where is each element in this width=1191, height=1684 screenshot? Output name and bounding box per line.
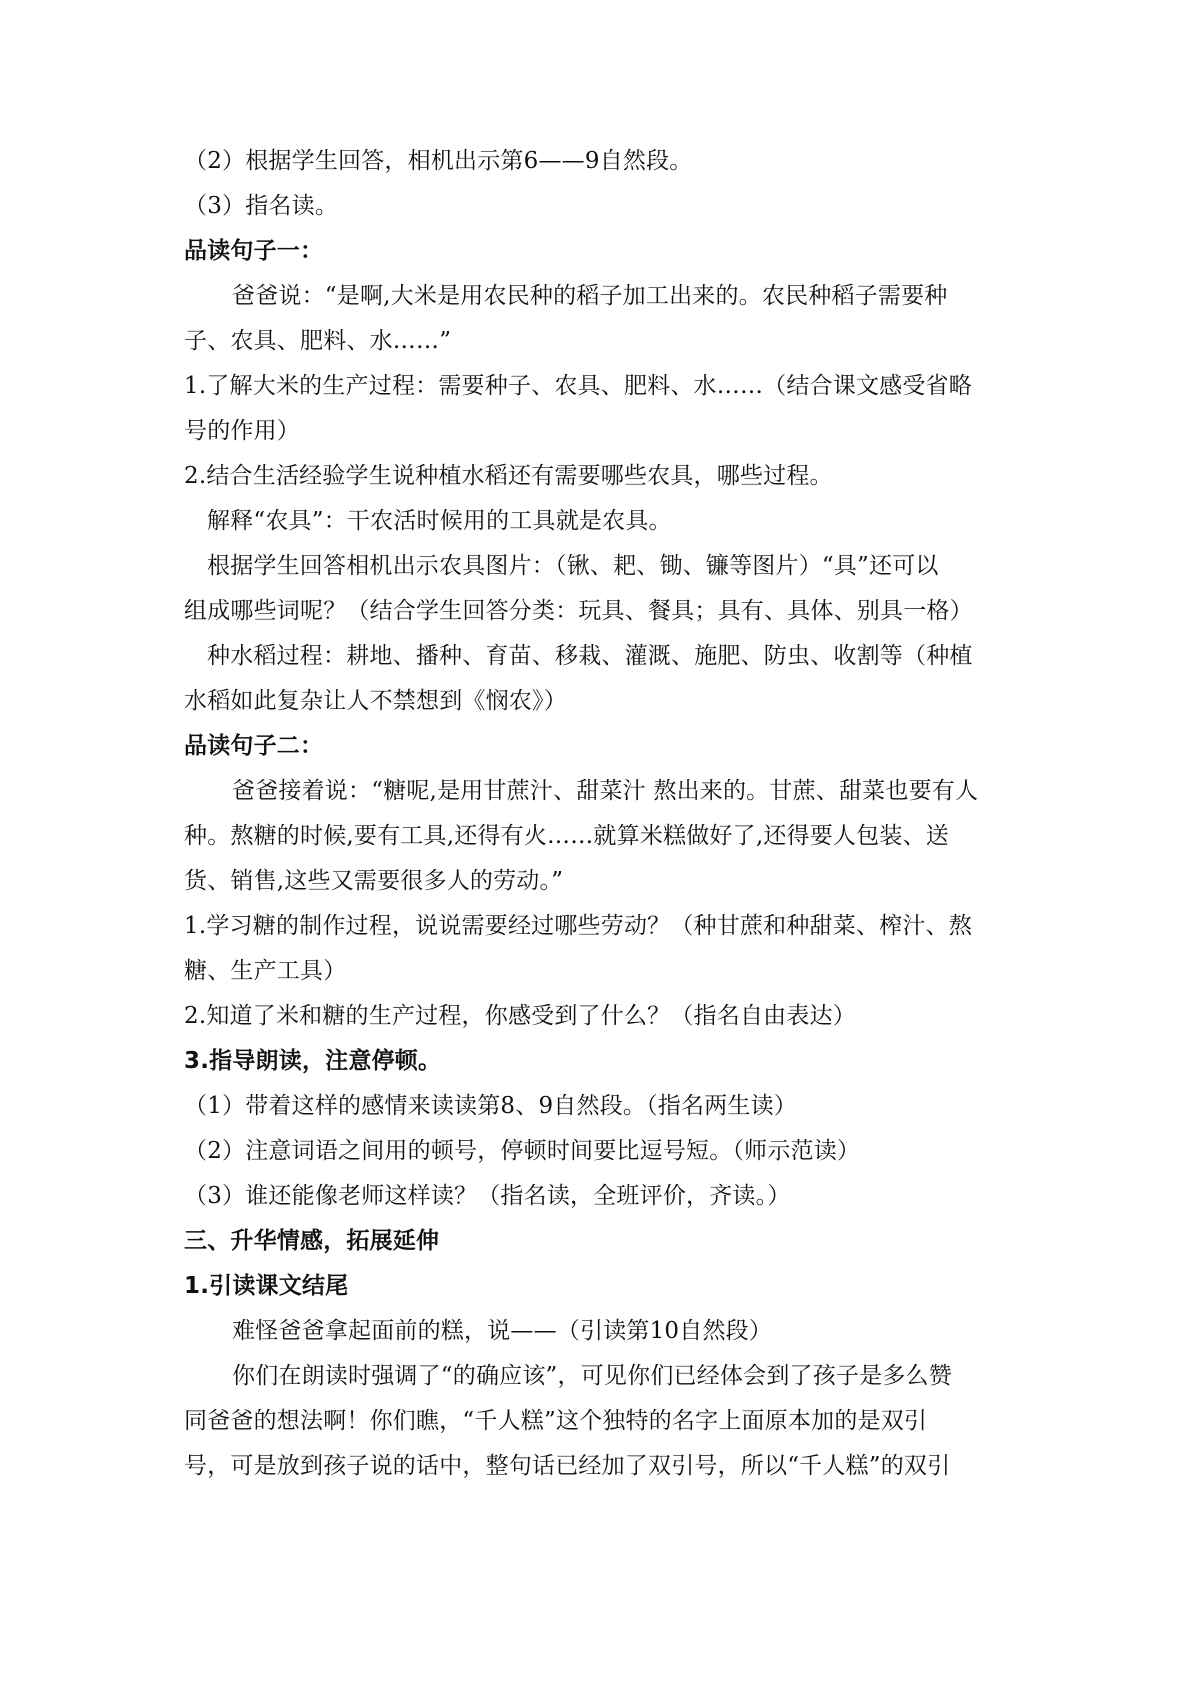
section-heading: 三、升华情感，拓展延伸 bbox=[184, 1228, 440, 1254]
text-line: 水稻如此复杂让人不禁想到《悯农》） bbox=[184, 688, 567, 714]
section-heading: 品读句子一： bbox=[184, 238, 324, 264]
text-line: 根据学生回答相机出示农具图片：（锹、耙、锄、镰等图片）“具”还可以 bbox=[207, 553, 939, 579]
text-line: 解释“农具”：干农活时候用的工具就是农具。 bbox=[207, 508, 672, 534]
text-line: 1.学习糖的制作过程，说说需要经过哪些劳动？（种甘蔗和种甜菜、榨汁、熬 bbox=[184, 913, 972, 939]
section-heading: 3.指导朗读，注意停顿。 bbox=[184, 1048, 442, 1074]
text-line: 难怪爸爸拿起面前的糕，说——（引读第10自然段） bbox=[232, 1318, 773, 1344]
text-line: 种水稻过程：耕地、播种、育苗、移栽、灌溉、施肥、防虫、收割等（种植 bbox=[207, 643, 973, 669]
section-heading: 1.引读课文结尾 bbox=[184, 1273, 349, 1299]
text-line: 爸爸接着说：“糖呢,是用甘蔗汁、甜菜汁 熬出来的。甘蔗、甜菜也要有人 bbox=[232, 778, 979, 804]
text-line: （1）带着这样的感情来读读第8、9自然段。（指名两生读） bbox=[184, 1093, 797, 1119]
text-line: 2.知道了米和糖的生产过程，你感受到了什么？（指名自由表达） bbox=[184, 1003, 856, 1029]
text-line: 种。熬糖的时候,要有工具,还得有火……就算米糕做好了,还得要人包装、送 bbox=[184, 823, 949, 849]
text-line: 子、农具、肥料、水……” bbox=[184, 328, 452, 354]
text-line: 号的作用） bbox=[184, 418, 300, 444]
text-line: 同爸爸的想法啊！你们瞧，“千人糕”这个独特的名字上面原本加的是双引 bbox=[184, 1408, 928, 1434]
text-line: 1.了解大米的生产过程：需要种子、农具、肥料、水……（结合课文感受省略 bbox=[184, 373, 972, 399]
text-line: （3）谁还能像老师这样读？（指名读，全班评价，齐读。） bbox=[184, 1183, 791, 1209]
text-line: （2）注意词语之间用的顿号，停顿时间要比逗号短。（师示范读） bbox=[184, 1138, 861, 1164]
text-line: （2）根据学生回答，相机出示第6——9自然段。 bbox=[184, 148, 693, 174]
section-heading: 品读句子二： bbox=[184, 733, 324, 759]
text-line: 货、销售,这些又需要很多人的劳动。” bbox=[184, 868, 564, 894]
text-line: 你们在朗读时强调了“的确应该”，可见你们已经体会到了孩子是多么赞 bbox=[232, 1363, 952, 1389]
text-line: 糖、生产工具） bbox=[184, 958, 347, 984]
text-line: 2.结合生活经验学生说种植水稻还有需要哪些农具，哪些过程。 bbox=[184, 463, 833, 489]
text-line: 号，可是放到孩子说的话中，整句话已经加了双引号，所以“千人糕”的双引 bbox=[184, 1453, 951, 1479]
text-line: （3）指名读。 bbox=[184, 193, 339, 219]
text-line: 组成哪些词呢？（结合学生回答分类：玩具、餐具；具有、具体、别具一格） bbox=[184, 598, 973, 624]
text-line: 爸爸说：“是啊,大米是用农民种的稻子加工出来的。农民种稻子需要种 bbox=[232, 283, 948, 309]
